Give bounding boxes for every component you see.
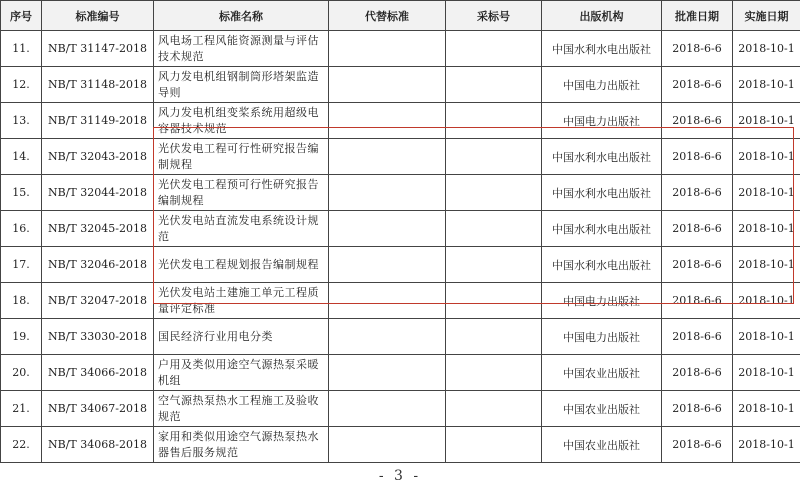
standard-name-cell: 光伏发电工程规划报告编制规程 [154,247,329,283]
approval-date-cell: 2018-6-6 [662,283,733,319]
row-index-cell: 17. [1,247,42,283]
replaces-standard-cell [329,355,446,391]
replaces-standard-cell [329,283,446,319]
publisher-cell: 中国水利水电出版社 [542,175,662,211]
adopted-standard-cell [446,283,542,319]
effective-date-cell: 2018-10-1 [733,103,800,139]
standard-code-cell: NB/T 32044-2018 [42,175,154,211]
standard-code-cell: NB/T 32043-2018 [42,139,154,175]
replaces-standard-cell [329,391,446,427]
effective-date-cell: 2018-10-1 [733,175,800,211]
header-standard-name: 标准名称 [154,1,329,31]
header-standard-code: 标准编号 [42,1,154,31]
replaces-standard-cell [329,211,446,247]
adopted-standard-cell [446,103,542,139]
standard-code-cell: NB/T 32046-2018 [42,247,154,283]
approval-date-cell: 2018-6-6 [662,247,733,283]
approval-date-cell: 2018-6-6 [662,139,733,175]
publisher-cell: 中国电力出版社 [542,103,662,139]
approval-date-cell: 2018-6-6 [662,427,733,463]
standard-name-cell: 风电场工程风能资源测量与评估技术规范 [154,31,329,67]
effective-date-cell: 2018-10-1 [733,211,800,247]
standard-code-cell: NB/T 31147-2018 [42,31,154,67]
row-index-cell: 19. [1,319,42,355]
effective-date-cell: 2018-10-1 [733,247,800,283]
approval-date-cell: 2018-6-6 [662,319,733,355]
table-row [1,31,800,67]
standard-code-cell: NB/T 33030-2018 [42,319,154,355]
standard-name-cell: 国民经济行业用电分类 [154,319,329,355]
header-adopted-standard: 采标号 [446,1,542,31]
replaces-standard-cell [329,247,446,283]
approval-date-cell: 2018-6-6 [662,31,733,67]
table-row [1,427,800,463]
approval-date-cell: 2018-6-6 [662,103,733,139]
effective-date-cell: 2018-10-1 [733,31,800,67]
adopted-standard-cell [446,139,542,175]
standard-code-cell: NB/T 34068-2018 [42,427,154,463]
approval-date-cell: 2018-6-6 [662,355,733,391]
standard-name-cell: 空气源热泵热水工程施工及验收规范 [154,391,329,427]
page-number: - 3 - [378,468,422,484]
standard-name-cell: 户用及类似用途空气源热泵采暖机组 [154,355,329,391]
table-row [1,103,800,139]
standard-code-cell: NB/T 31149-2018 [42,103,154,139]
replaces-standard-cell [329,319,446,355]
publisher-cell: 中国电力出版社 [542,67,662,103]
row-index-cell: 14. [1,139,42,175]
standard-name-cell: 家用和类似用途空气源热泵热水器售后服务规范 [154,427,329,463]
row-index-cell: 18. [1,283,42,319]
standard-name-cell: 光伏发电工程预可行性研究报告编制规程 [154,175,329,211]
replaces-standard-cell [329,31,446,67]
row-index-cell: 12. [1,67,42,103]
approval-date-cell: 2018-6-6 [662,67,733,103]
publisher-cell: 中国水利水电出版社 [542,31,662,67]
replaces-standard-cell [329,67,446,103]
adopted-standard-cell [446,211,542,247]
publisher-cell: 中国农业出版社 [542,427,662,463]
publisher-cell: 中国电力出版社 [542,319,662,355]
effective-date-cell: 2018-10-1 [733,139,800,175]
standard-code-cell: NB/T 32047-2018 [42,283,154,319]
row-index-cell: 11. [1,31,42,67]
effective-date-cell: 2018-10-1 [733,391,800,427]
row-index-cell: 22. [1,427,42,463]
standard-code-cell: NB/T 31148-2018 [42,67,154,103]
replaces-standard-cell [329,175,446,211]
standard-name-cell: 光伏发电站土建施工单元工程质量评定标准 [154,283,329,319]
standard-name-cell: 风力发电机组变桨系统用超级电容器技术规范 [154,103,329,139]
replaces-standard-cell [329,139,446,175]
adopted-standard-cell [446,391,542,427]
publisher-cell: 中国电力出版社 [542,283,662,319]
table-row [1,355,800,391]
publisher-cell: 中国水利水电出版社 [542,211,662,247]
header-effective-date: 实施日期 [733,1,800,31]
header-replaces: 代替标准 [329,1,446,31]
adopted-standard-cell [446,355,542,391]
effective-date-cell: 2018-10-1 [733,355,800,391]
table-body [1,31,800,463]
row-index-cell: 15. [1,175,42,211]
standard-code-cell: NB/T 32045-2018 [42,211,154,247]
effective-date-cell: 2018-10-1 [733,427,800,463]
standard-name-cell: 光伏发电工程可行性研究报告编制规程 [154,139,329,175]
adopted-standard-cell [446,319,542,355]
standard-code-cell: NB/T 34067-2018 [42,391,154,427]
adopted-standard-cell [446,175,542,211]
row-index-cell: 16. [1,211,42,247]
approval-date-cell: 2018-6-6 [662,175,733,211]
standard-name-cell: 风力发电机组钢制筒形塔架监造导则 [154,67,329,103]
table-row [1,319,800,355]
header-approval-date: 批准日期 [662,1,733,31]
table-row [1,247,800,283]
table-row [1,283,800,319]
row-index-cell: 13. [1,103,42,139]
approval-date-cell: 2018-6-6 [662,211,733,247]
publisher-cell: 中国农业出版社 [542,391,662,427]
table-row [1,175,800,211]
approval-date-cell: 2018-6-6 [662,391,733,427]
effective-date-cell: 2018-10-1 [733,67,800,103]
publisher-cell: 中国水利水电出版社 [542,139,662,175]
publisher-cell: 中国水利水电出版社 [542,247,662,283]
adopted-standard-cell [446,31,542,67]
header-publisher: 出版机构 [542,1,662,31]
effective-date-cell: 2018-10-1 [733,319,800,355]
row-index-cell: 21. [1,391,42,427]
table-row [1,67,800,103]
table-header-row [1,1,800,31]
publisher-cell: 中国农业出版社 [542,355,662,391]
effective-date-cell: 2018-10-1 [733,283,800,319]
standard-name-cell: 光伏发电站直流发电系统设计规范 [154,211,329,247]
table-row [1,139,800,175]
standard-code-cell: NB/T 34066-2018 [42,355,154,391]
adopted-standard-cell [446,427,542,463]
header-index: 序号 [1,1,42,31]
replaces-standard-cell [329,427,446,463]
row-index-cell: 20. [1,355,42,391]
table-row [1,211,800,247]
adopted-standard-cell [446,67,542,103]
table-row [1,391,800,427]
adopted-standard-cell [446,247,542,283]
replaces-standard-cell [329,103,446,139]
